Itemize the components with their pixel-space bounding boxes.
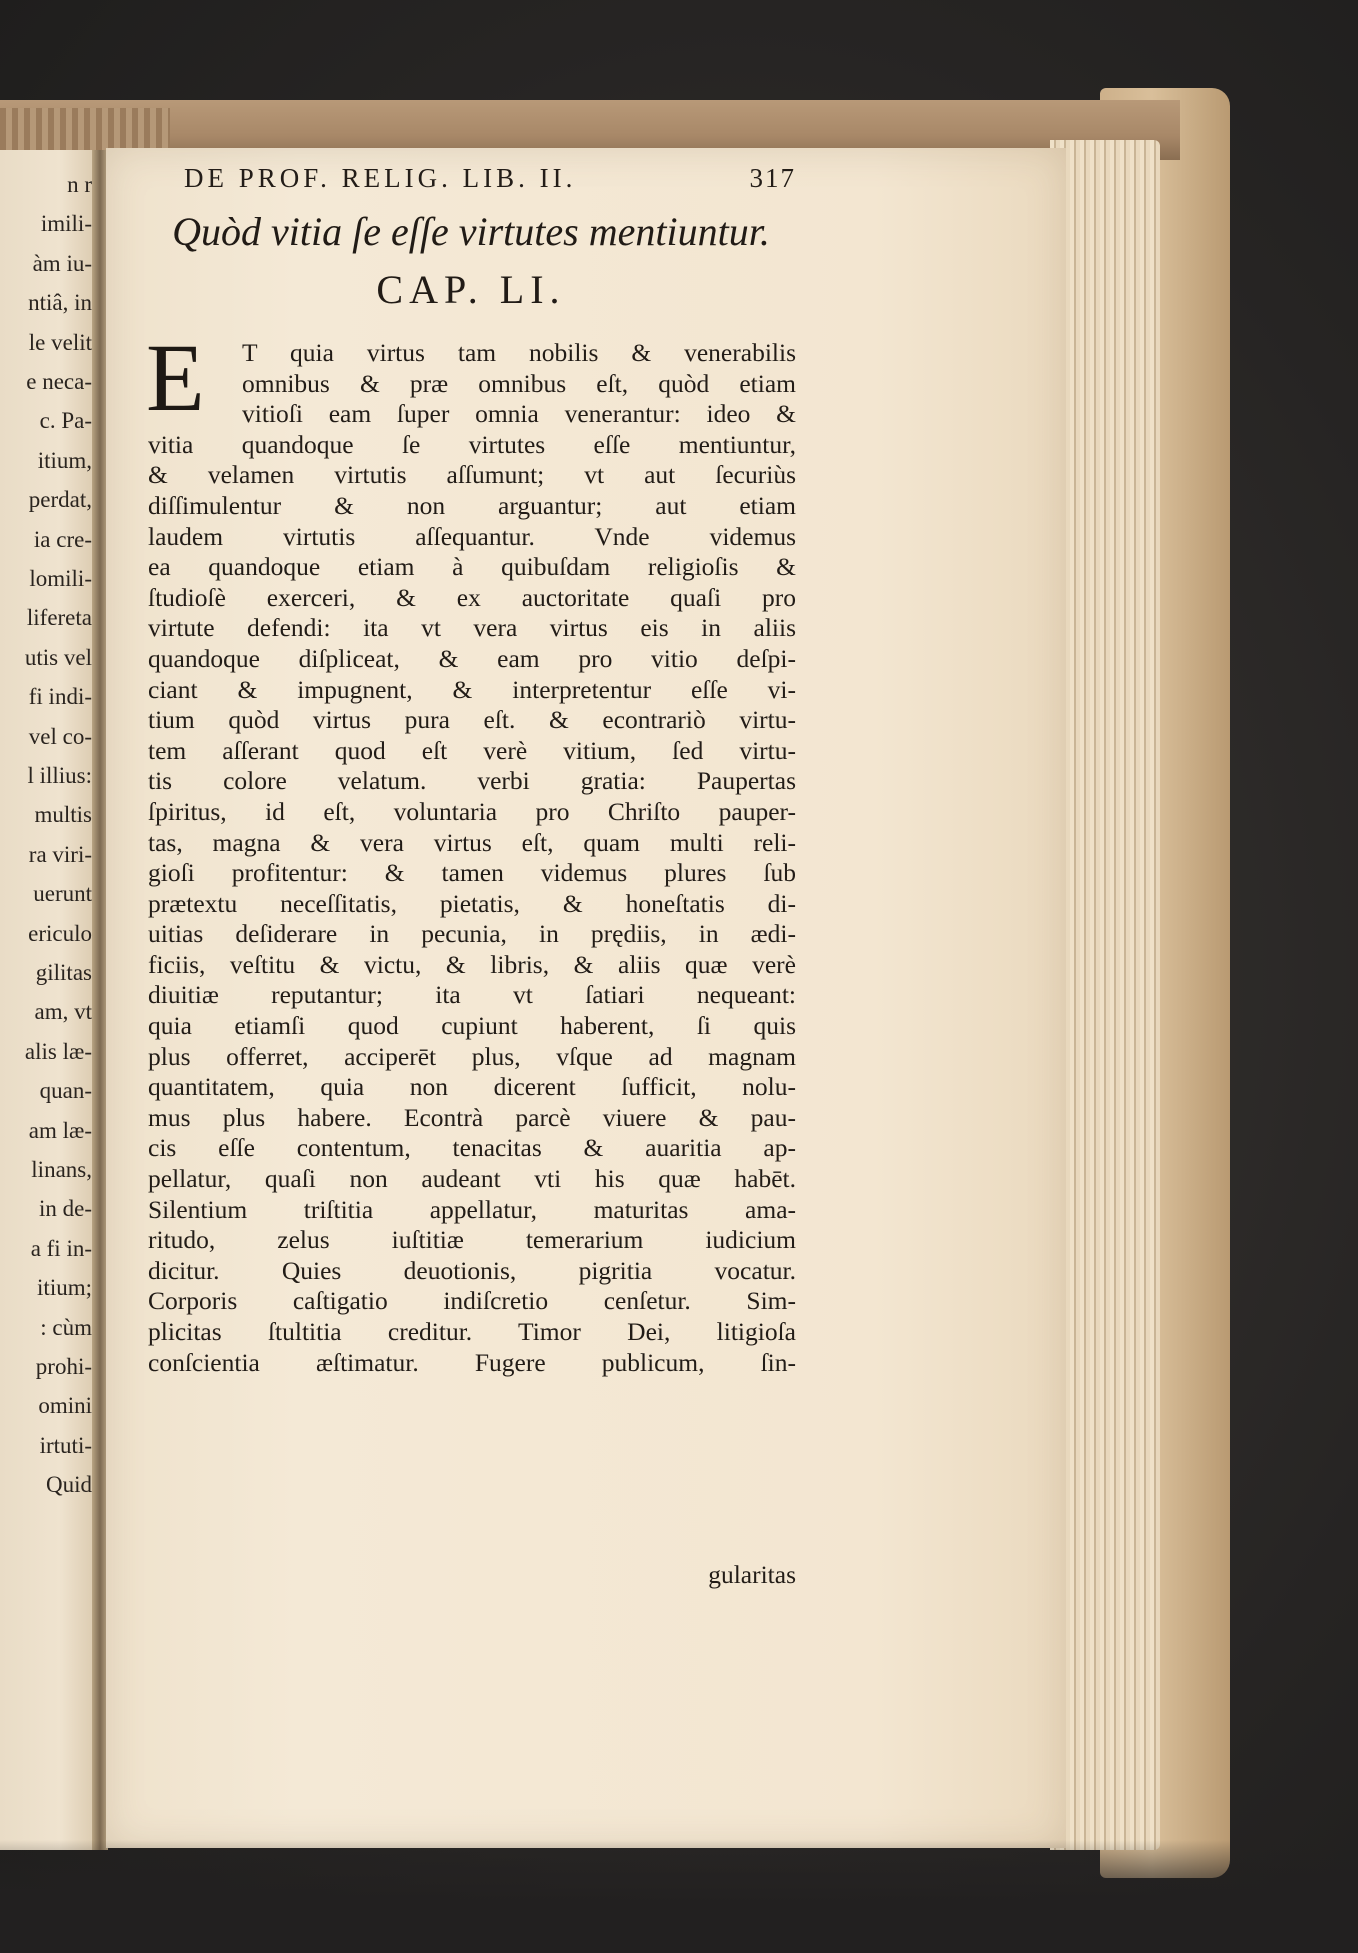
left-page-fragment: n r: [67, 172, 92, 197]
text-line: quantitatem, quia non dicerent ſufficit, nolu-: [148, 1072, 796, 1102]
photo-shadow: [0, 1840, 1358, 1953]
left-page-fragment: e neca-: [26, 369, 92, 394]
left-page-fragment: utis vel: [24, 644, 92, 670]
drop-cap: E: [146, 324, 205, 431]
left-page-fragment: imili-: [40, 211, 92, 237]
text-line: uitias deſiderare in pecunia, in prędiis, in ædi-: [148, 919, 796, 949]
left-page-fragment: lomili-: [29, 566, 92, 591]
text-line: conſcientia æſtimatur. Fugere publicum, ſin-: [148, 1347, 796, 1377]
text-line: tium quòd virtus pura eſt. & econtrariò virtu-: [148, 705, 796, 735]
left-page-fragment: quan-: [39, 1078, 92, 1104]
chapter-title: Quòd vitia ſe eſſe virtutes mentiuntur.: [172, 209, 770, 254]
left-page-fragment: ericulo: [28, 920, 92, 946]
left-page-fragment: c. Pa-: [39, 408, 92, 434]
left-page-fragment: vel co-: [28, 723, 92, 749]
binding-band: [0, 108, 170, 152]
left-page-fragment: l illius:: [27, 763, 92, 788]
left-page-fragment: : cùm: [40, 1314, 92, 1340]
text-line: omnibus & præ omnibus eſt, quòd etiam: [242, 368, 796, 398]
left-page-fragment: perdat,: [28, 487, 92, 513]
text-line: ritudo, zelus iuſtitiæ temerarium iudicium: [148, 1225, 796, 1255]
text-line: quandoque diſpliceat, & eam pro vitio deſpi-: [148, 643, 796, 673]
text-line: ſtudioſè exerceri, & ex auctoritate quaſi pro: [148, 582, 796, 612]
text-line: tem aſſerant quod eſt verè vitium, ſed virtu-: [148, 735, 796, 765]
left-page-fragment: ia cre-: [33, 526, 92, 552]
text-line: prætextu neceſſitatis, pietatis, & honeſtatis di-: [148, 888, 796, 918]
left-page-fragment: uerunt: [33, 881, 92, 907]
left-page-fragment: multis: [34, 802, 92, 828]
text-line: ea quandoque etiam à quibuſdam religioſis &: [148, 552, 796, 582]
left-page-fragment: irtuti-: [39, 1432, 92, 1458]
body-text: [148, 338, 796, 1378]
text-line: tas, magna & vera virtus eſt, quam multi reli-: [148, 827, 796, 857]
text-line: ſpiritus, id eſt, voluntaria pro Chriſto pauper-: [148, 796, 796, 826]
left-page-fragment: gilitas: [35, 960, 92, 985]
text-line: laudem virtutis aſſequantur. Vnde videmus: [148, 521, 796, 551]
running-head-title: DE PROF. RELIG. LIB. II.: [184, 163, 577, 193]
text-line: gioſi profitentur: & tamen videmus plures ſub: [148, 858, 796, 888]
left-page-fragment: Quid: [46, 1472, 92, 1498]
left-page-fragment: omini: [38, 1393, 92, 1419]
left-page-fragment: fi indi-: [28, 684, 92, 710]
text-line: & velamen virtutis aſſumunt; vt aut ſecuriùs: [148, 460, 796, 490]
text-line: T quia virtus tam nobilis & venerabilis: [242, 338, 796, 367]
left-page-fragment: le velit: [28, 329, 92, 355]
text-line: ficiis, veſtitu & victu, & libris, & aliis quæ verè: [148, 949, 796, 979]
text-line: vitia quandoque ſe virtutes eſſe mentiuntur,: [148, 429, 796, 459]
text-line: plus offerret, acciperēt plus, vſque ad magnam: [148, 1041, 796, 1071]
left-page-fragment: prohi-: [35, 1354, 92, 1379]
page-number: 317: [749, 163, 796, 193]
text-line: Corporis caſtigatio indiſcretio cenſetur. Sim-: [148, 1286, 796, 1316]
text-line: mus plus habere. Econtrà parcè viuere & pau-: [148, 1102, 796, 1132]
left-page-fragment: lifereta: [26, 605, 92, 631]
left-page-fragment: a fi in-: [30, 1235, 92, 1261]
text-line: tis colore velatum. verbi gratia: Paupertas: [148, 766, 796, 796]
text-line: pellatur, quaſi non audeant vti his quæ habēt.: [148, 1164, 796, 1194]
text-line: diuitiæ reputantur; ita vt ſatiari nequeant:: [148, 980, 796, 1010]
text-line: vitioſi eam ſuper omnia venerantur: ideo &: [242, 399, 796, 429]
left-page-fragment: ra viri-: [28, 841, 92, 867]
text-line: dicitur. Quies deuotionis, pigritia vocatur.: [148, 1255, 796, 1285]
left-page-fragment: itium;: [37, 1275, 92, 1301]
text-line: ciant & impugnent, & interpretentur eſſe vi-: [148, 674, 796, 704]
text-line: Silentium triſtitia appellatur, maturitas ama-: [148, 1194, 796, 1224]
text-line: diſſimulentur & non arguantur; aut etiam: [148, 490, 796, 520]
left-page-fragment: am, vt: [34, 999, 92, 1025]
catchword: gularitas: [708, 1560, 796, 1589]
left-page-fragment: linans,: [31, 1157, 92, 1182]
left-page-fragment: itium,: [37, 447, 92, 473]
chapter-number: CAP. LI.: [376, 267, 566, 312]
text-line: plicitas ſtultitia creditur. Timor Dei, litigioſa: [148, 1317, 796, 1346]
left-page-fragment: alis læ-: [24, 1038, 92, 1064]
left-page-fragment: am læ-: [28, 1117, 92, 1143]
left-page-fragment: in de-: [38, 1196, 92, 1222]
text-line: cis eſſe contentum, tenacitas & auaritia ap-: [148, 1133, 796, 1163]
running-head: [184, 163, 796, 194]
page-edges-stack: [1050, 140, 1160, 1850]
left-page-fragment: ntiâ, in: [28, 290, 92, 316]
text-line: quia etiamſi quod cupiunt haberent, ſi quis: [148, 1011, 796, 1041]
text-line: virtute defendi: ita vt vera virtus eis in aliis: [148, 613, 796, 643]
left-page-fragment: àm iu-: [32, 250, 92, 276]
